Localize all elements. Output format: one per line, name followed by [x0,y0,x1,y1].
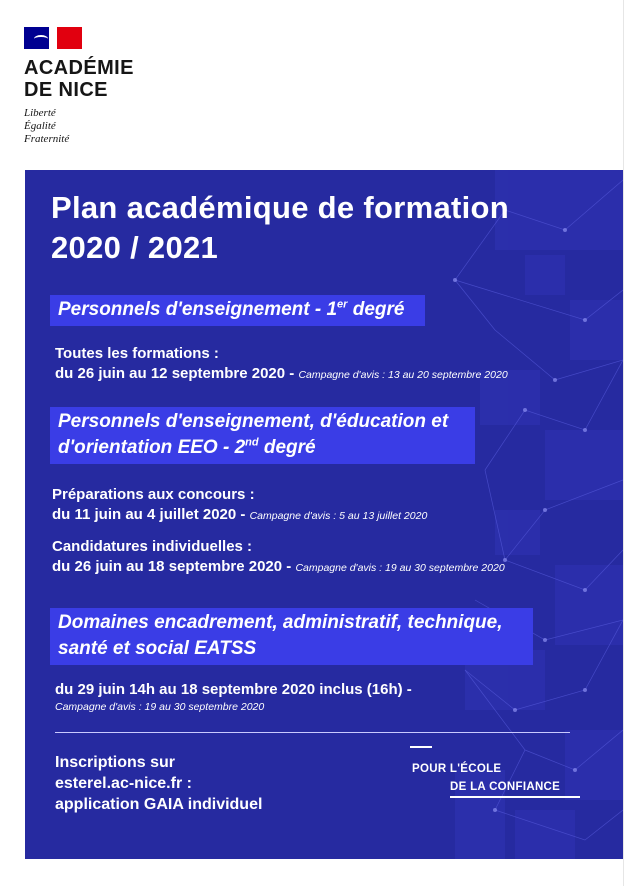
section1-heading: Personnels d'enseignement - 1er degré [50,295,425,326]
registration-info [55,752,262,815]
registration-url: esterel.ac-nice.fr : [55,775,192,792]
section2-item1-note: Campagne d'avis : 5 au 13 juillet 2020 [249,510,428,522]
slogan-line1: POUR L'ÉCOLE [412,763,502,775]
registration-line1: Inscriptions sur [55,754,176,771]
poster-title-year: 2020 / 2021 [51,230,219,265]
academy-logo [24,27,134,146]
divider [55,732,570,733]
motto-egalite: Égalité [24,120,56,132]
section1-note: Campagne d'avis : 13 au 20 septembre 2020 [298,369,508,381]
motto-fraternite: Fraternité [24,133,70,145]
section2-heading: Personnels d'enseignement, d'éducation et d'orientation EEO - 2nd degré [50,407,475,464]
section2-item2-label: Candidatures individuelles : [52,538,253,555]
marianne-logo-icon [24,27,82,49]
poster-title-line1: Plan académique de formation [51,190,510,225]
academy-name-line2: DE NICE [24,79,108,101]
section1-dates-line [55,364,508,385]
slogan-line2: DE LA CONFIANCE [450,781,561,793]
section2-item2-note: Campagne d'avis : 19 au 30 septembre 2020 [295,562,505,574]
section1-details [55,344,508,385]
section3-dates: du 29 juin 14h au 18 septembre 2020 inclus (16h) - [55,681,412,698]
page-border [623,0,624,886]
academy-name [24,57,134,101]
poster [25,170,623,859]
section3-details [55,680,412,714]
section2-item2-dates: du 26 juin au 18 septembre 2020 - [52,558,292,575]
registration-app: application GAIA individuel [55,796,263,813]
section2-item1-dates: du 11 juin au 4 juillet 2020 - [52,506,246,523]
republic-motto [24,107,134,146]
section2-item1 [52,485,427,526]
section1-dates: du 26 juin au 12 septembre 2020 - [55,365,295,382]
section3-heading: Domaines encadrement, administratif, technique, santé et social EATSS [50,608,533,665]
motto-liberte: Liberté [24,107,56,119]
section2-item2 [52,537,505,578]
poster-title [51,188,611,268]
section3-note: Campagne d'avis : 19 au 30 septembre 2020 [55,701,265,713]
section1-label: Toutes les formations : [55,345,219,362]
academy-name-line1: ACADÉMIE [24,57,134,79]
section2-item1-label: Préparations aux concours : [52,486,255,503]
